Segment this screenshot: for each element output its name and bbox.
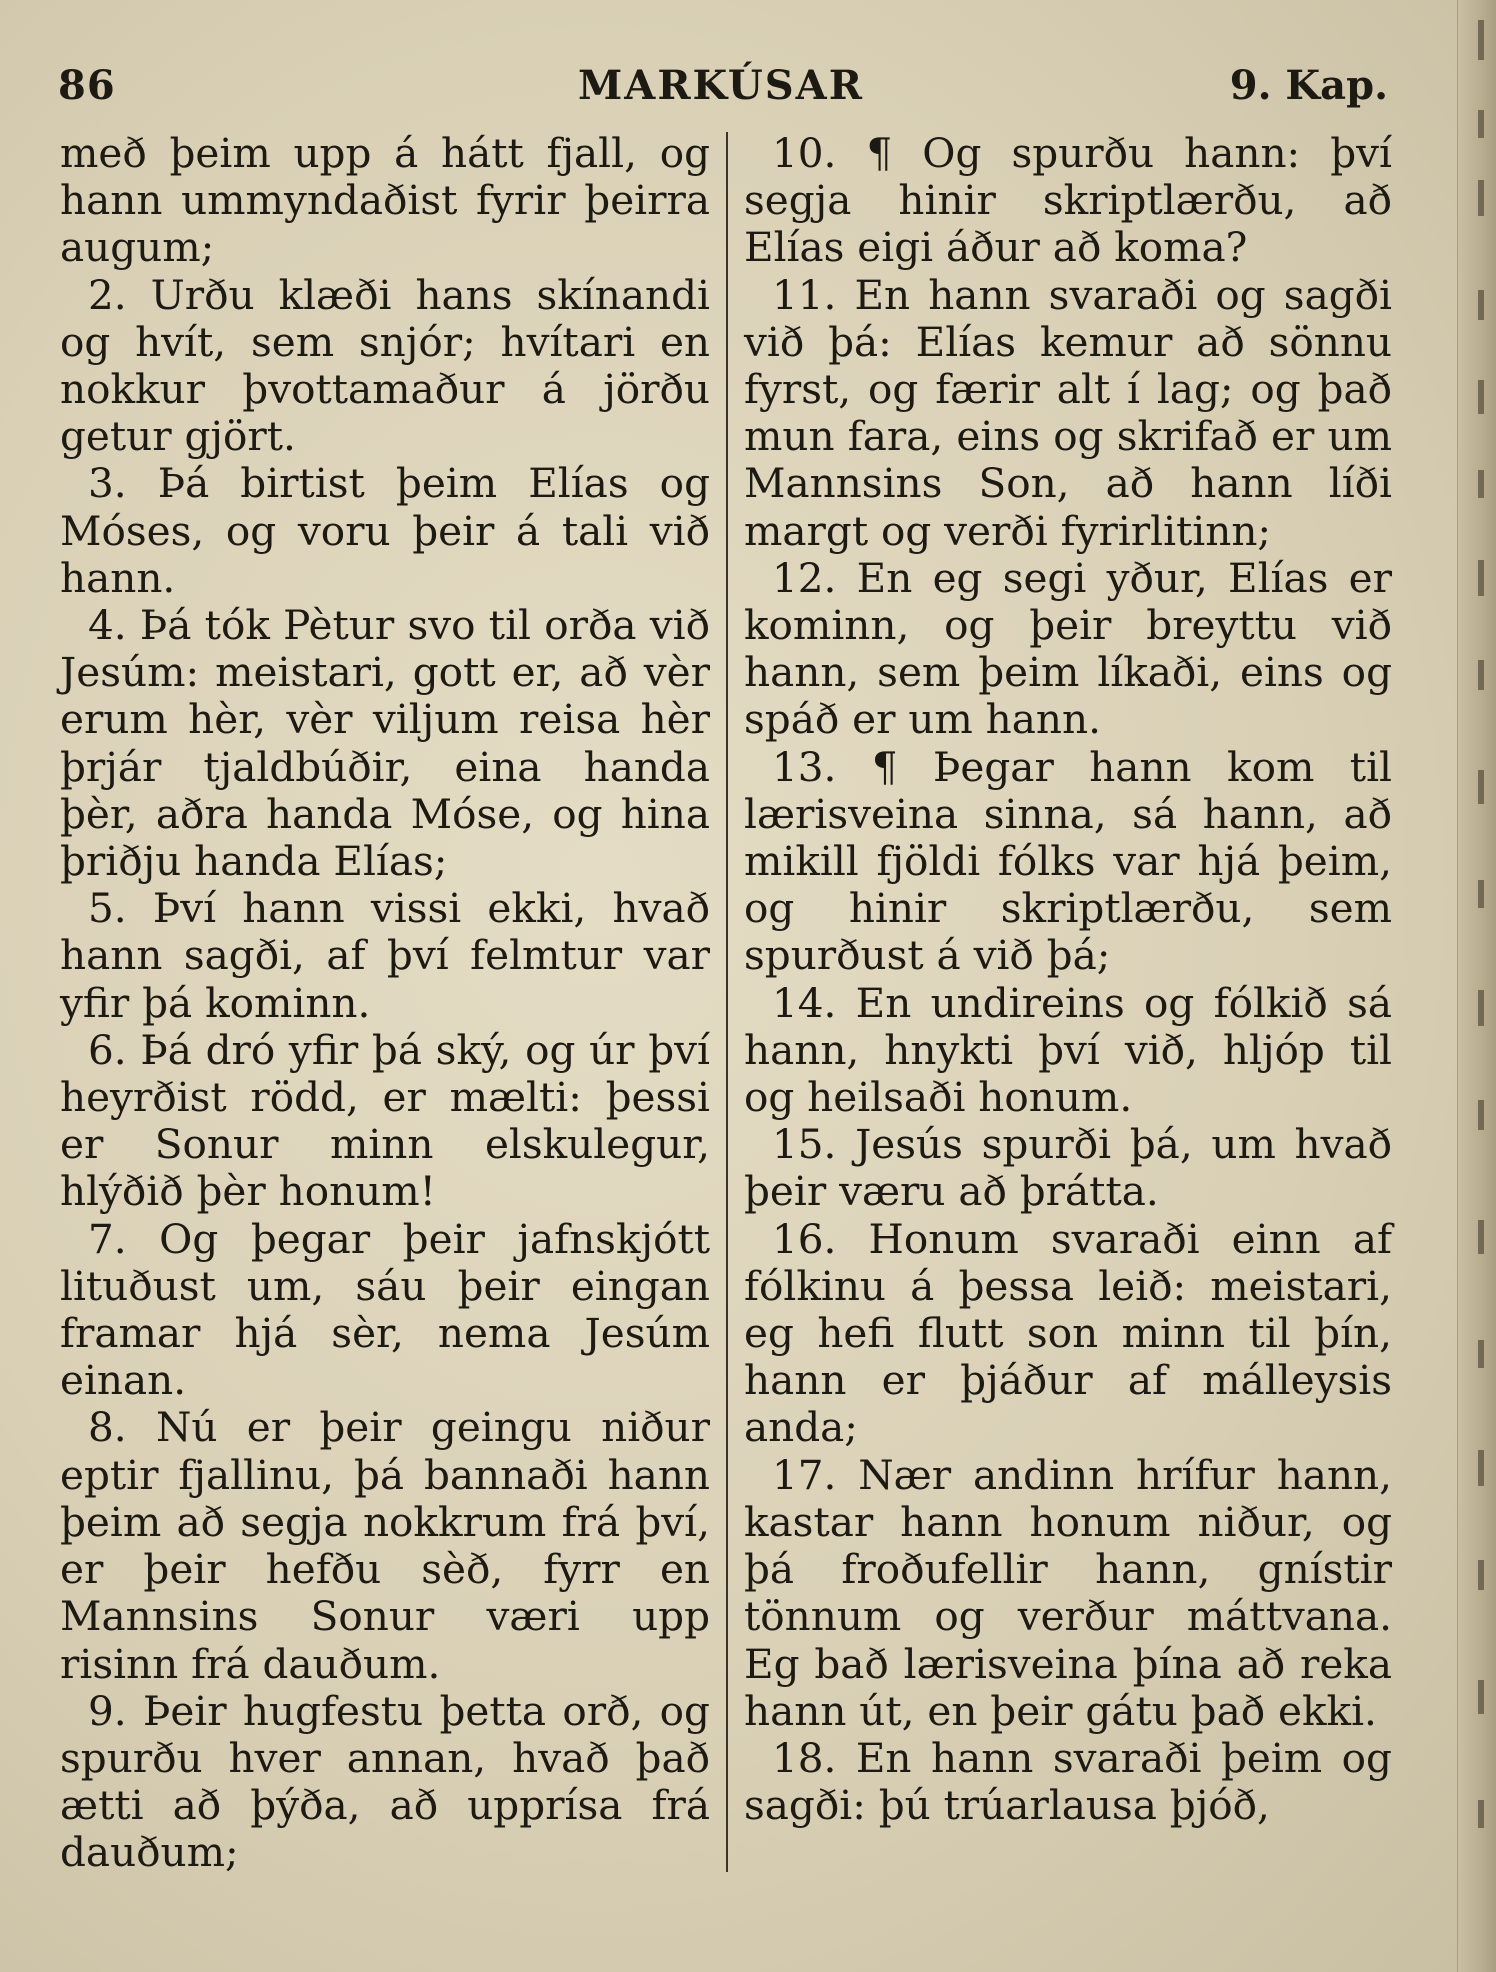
verse-4: 4. Þá tók Pètur svo til orða við Jesúm: meistari, gott er, að vèr erum hèr, vèr viljum reisa hèr þrjár tjaldbúðir, eina handa þèr, aðra handa Móse, og hina þriðju handa Elías; bbox=[60, 601, 710, 886]
right-column bbox=[744, 130, 1392, 1829]
verse-3: 3. Þá birtist þeim Elías og Móses, og voru þeir á tali við hann. bbox=[60, 459, 710, 602]
verse-7: 7. Og þegar þeir jafnskjótt lituðust um, sáu þeir eingan framar hjá sèr, nema Jesúm einan. bbox=[60, 1214, 710, 1405]
verse-17: 17. Nær andinn hrífur hann, kastar hann honum niður, og þá froðufellir hann, gnístir tönnum og verður máttvana. Eg bað lærisveina þína að reka hann út, en þeir gátu það ekki. bbox=[744, 1450, 1392, 1735]
book-title: MARKÚSAR bbox=[578, 62, 864, 109]
column-divider bbox=[726, 132, 728, 1872]
verse-6: 6. Þá dró yfir þá ský, og úr því heyrðist rödd, er mælti: þessi er Sonur minn elskulegur, hlýðið þèr honum! bbox=[60, 1025, 710, 1216]
bleed-mark bbox=[1478, 880, 1484, 908]
bleed-mark bbox=[1478, 1100, 1484, 1130]
facing-page-edge bbox=[1457, 0, 1496, 1972]
verse-9: 9. Þeir hugfestu þetta orð, og spurðu hver annan, hvað það ætti að þýða, að upprísa frá dauðum; bbox=[60, 1686, 710, 1877]
verse-8: 8. Nú er þeir geingu niður eptir fjallinu, þá bannaði hann þeim að segja nokkrum frá því, er þeir hefðu sèð, fyrr en Mannsins Sonur væri upp risinn frá dauðum. bbox=[60, 1403, 710, 1688]
bleed-mark bbox=[1478, 1450, 1484, 1486]
bleed-mark bbox=[1478, 180, 1484, 216]
bleed-mark bbox=[1478, 110, 1484, 138]
verse-5: 5. Því hann vissi ekki, hvað hann sagði, af því felmtur var yfir þá kominn. bbox=[60, 884, 710, 1027]
verse-14: 14. En undireins og fólkið sá hann, hnykti því við, hljóp til og heilsaði honum. bbox=[744, 978, 1392, 1122]
bleed-mark bbox=[1478, 1800, 1484, 1828]
bleed-mark bbox=[1478, 770, 1484, 804]
bleed-mark bbox=[1478, 380, 1484, 414]
verse-11: 11. En hann svaraði og sagði við þá: Elías kemur að sönnu fyrst, og færir alt í lag; og það mun fara, eins og skrifað er um Mannsins Son, að hann líði margt og verði fyrirlitinn; bbox=[744, 270, 1392, 555]
bleed-mark bbox=[1478, 1340, 1484, 1368]
chapter-label: 9. Kap. bbox=[1229, 62, 1388, 109]
verse-continuation: með þeim upp á hátt fjall, og hann ummyndaðist fyrir þeirra augum; bbox=[60, 129, 710, 272]
verse-13: 13. ¶ Þegar hann kom til lærisveina sinna, sá hann, að mikill fjöldi fólks var hjá þeim, og hinir skriptlærðu, sem spurðust á við þá; bbox=[744, 742, 1392, 980]
bleed-mark bbox=[1478, 990, 1484, 1026]
bleed-mark bbox=[1478, 1680, 1484, 1714]
verse-10: 10. ¶ Og spurðu hann: því segja hinir skriptlærðu, að Elías eigi áður að koma? bbox=[744, 129, 1392, 272]
bleed-mark bbox=[1478, 1560, 1484, 1590]
verse-2: 2. Urðu klæði hans skínandi og hvít, sem snjór; hvítari en nokkur þvottamaður á jörðu getur gjört. bbox=[60, 270, 710, 461]
running-head bbox=[58, 62, 1388, 116]
bleed-mark bbox=[1478, 1220, 1484, 1254]
bleed-mark bbox=[1478, 470, 1484, 498]
bleed-mark bbox=[1478, 560, 1484, 596]
bleed-mark bbox=[1478, 20, 1484, 60]
bleed-mark bbox=[1478, 660, 1484, 690]
page-number: 86 bbox=[58, 62, 116, 109]
verse-12: 12. En eg segi yður, Elías er kominn, og þeir breyttu við hann, sem þeim líkaði, eins og spáð er um hann. bbox=[744, 553, 1392, 744]
bleed-mark bbox=[1478, 290, 1484, 320]
verse-15: 15. Jesús spurði þá, um hvað þeir væru að þrátta. bbox=[744, 1120, 1392, 1216]
left-column bbox=[60, 130, 710, 1877]
verse-18: 18. En hann svaraði þeim og sagði: þú trúarlausa þjóð, bbox=[744, 1733, 1392, 1830]
verse-16: 16. Honum svaraði einn af fólkinu á þessa leið: meistari, eg hefi flutt son minn til þín, hann er þjáður af málleysis anda; bbox=[744, 1214, 1392, 1452]
